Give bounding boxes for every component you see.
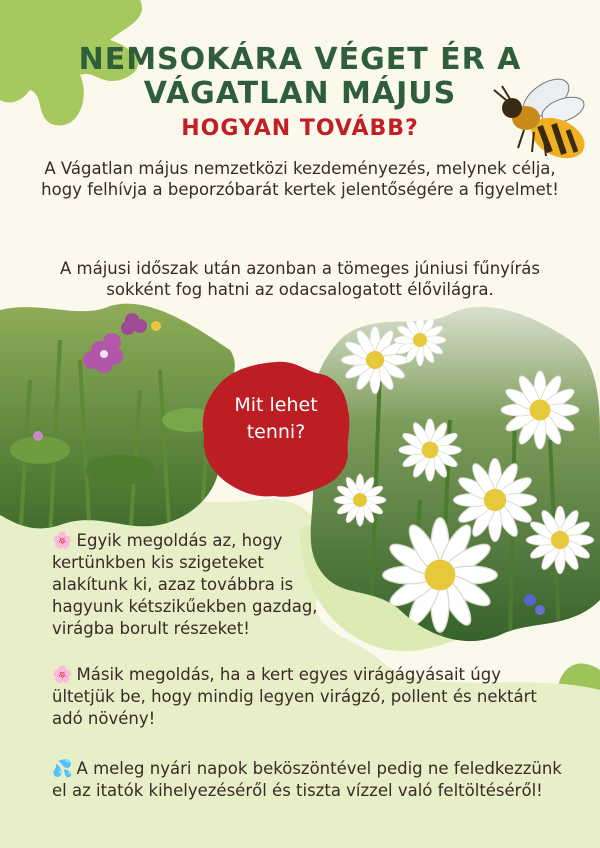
- intro-paragraph-1: A Vágatlan május nemzetközi kezdeményezés, melynek célja, hogy felhívja a beporzóbarát kertek jelentőségére a figyelmet!: [41, 159, 559, 199]
- badge-line-2: tenni?: [246, 421, 306, 443]
- intro-paragraph-2: A májusi időszak után azonban a tömeges júniusi fűnyírás sokként fog hatni az odacsalogatott élővilágra.: [60, 259, 540, 299]
- badge-text: [206, 392, 346, 446]
- flower-icon: 🌸: [52, 531, 73, 550]
- title-line-2: VÁGATLAN MÁJUS: [143, 76, 457, 111]
- tip-1-text: Egyik megoldás az, hogy kertünkben kis szigeteket alakítunk ki, azaz továbbra is hagyunk kétszikűekben gazdag, virágba borult részeket!: [52, 531, 318, 638]
- bee-illustration: [488, 60, 593, 170]
- subtitle: HOGYAN TOVÁBB?: [181, 116, 419, 141]
- tip-1: [52, 530, 342, 640]
- tip-2-text: Másik megoldás, ha a kert egyes virágágyásait úgy ültetjük be, hogy mindig legyen virágzó, pollent és nektárt adó növény!: [52, 665, 537, 728]
- title-line-1: NEMSOKÁRA VÉGET ÉR A: [78, 42, 522, 77]
- badge-line-1: Mit lehet: [234, 394, 318, 416]
- water-drops-icon: 💦: [52, 759, 73, 778]
- tip-3-text: A meleg nyári napok beköszöntével pedig ne feledkezzünk el az itatók kihelyezéséről és tiszta vízzel való feltöltéséről!: [52, 759, 562, 800]
- flower-icon: 🌸: [52, 665, 73, 684]
- tip-3: [52, 758, 562, 802]
- tip-2: [52, 664, 552, 730]
